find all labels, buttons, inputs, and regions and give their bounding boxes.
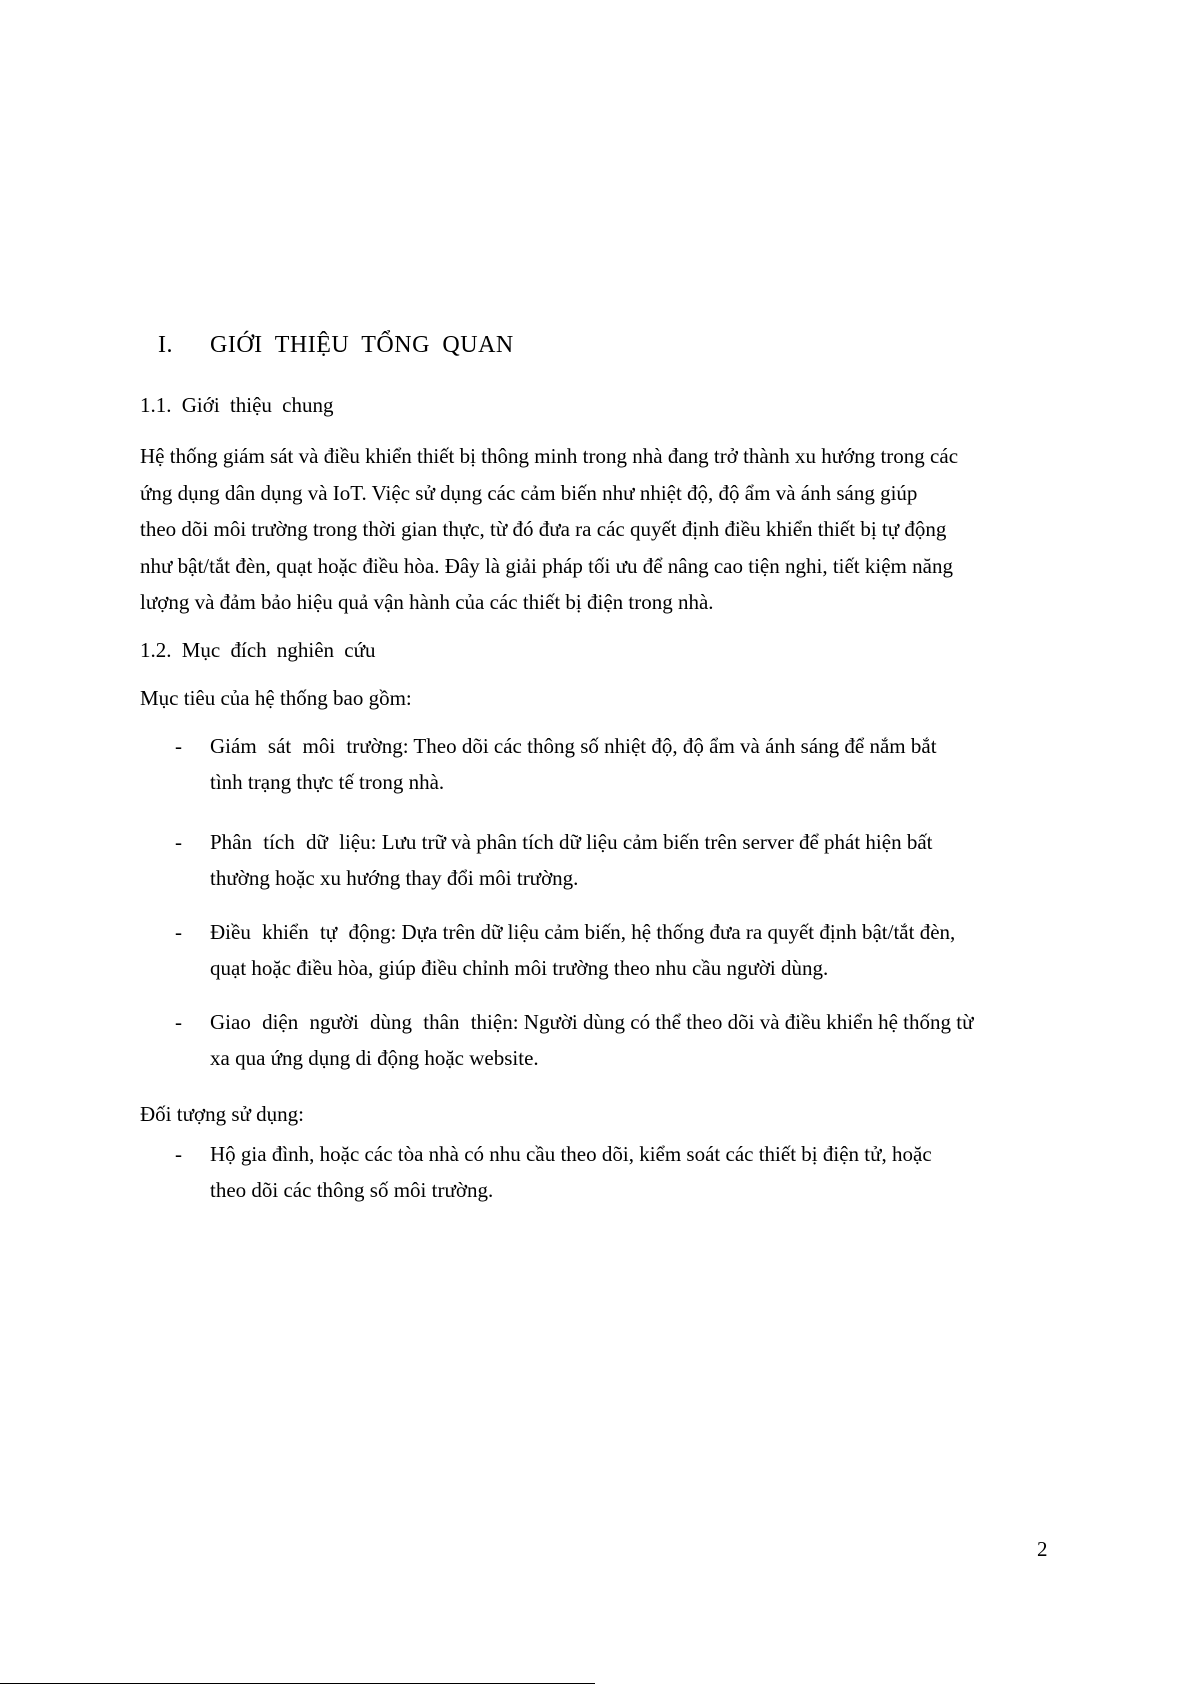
section-title: GIỚI THIỆU TỔNG QUAN bbox=[210, 332, 514, 358]
bullet-text: quạt hoặc điều hòa, giúp điều chỉnh môi trường theo nhu cầu người dùng. bbox=[210, 956, 829, 980]
bullet-dash: - bbox=[175, 920, 182, 944]
bullet-lead: Phân tích dữ liệu: bbox=[210, 830, 377, 854]
bullet-text: Dựa trên dữ liệu cảm biến, hệ thống đưa ra quyết định bật/tắt đèn, bbox=[396, 920, 956, 944]
subsection-heading-1-1 bbox=[140, 393, 334, 418]
bullet-text: tình trạng thực tế trong nhà. bbox=[210, 770, 445, 794]
bullet-dash: - bbox=[175, 1010, 182, 1034]
section-heading bbox=[158, 332, 514, 359]
section-number: I. bbox=[158, 332, 173, 358]
bullet-text: xa qua ứng dụng di động hoặc website. bbox=[210, 1046, 539, 1070]
bullet-text: thường hoặc xu hướng thay đổi môi trường. bbox=[210, 866, 579, 890]
bullet-text: theo dõi các thông số môi trường. bbox=[210, 1178, 494, 1202]
bullet-lead: Điều khiển tự động: bbox=[210, 920, 397, 944]
bullet-text: Lưu trữ và phân tích dữ liệu cảm biến trên server để phát hiện bất bbox=[376, 830, 933, 854]
footer-divider bbox=[0, 1683, 595, 1684]
subsection-title: Giới thiệu chung bbox=[181, 393, 334, 417]
bullet-lead: Giao diện người dùng thân thiện: bbox=[210, 1010, 519, 1034]
bullet-lead: Giám sát môi trường: bbox=[210, 734, 409, 758]
paragraph-line: như bật/tắt đèn, quạt hoặc điều hòa. Đây là giải pháp tối ưu để nâng cao tiện nghi, tiết kiệm năng bbox=[140, 553, 953, 578]
bullet-text: Người dùng có thể theo dõi và điều khiển hệ thống từ bbox=[518, 1010, 974, 1034]
page-number: 2 bbox=[1037, 1537, 1048, 1561]
subsection-number: 1.1. bbox=[140, 393, 172, 417]
subsection-heading-1-2 bbox=[140, 638, 376, 663]
bullet-text: Theo dõi các thông số nhiệt độ, độ ẩm và ánh sáng để nắm bắt bbox=[408, 734, 937, 758]
paragraph-line: Hệ thống giám sát và điều khiển thiết bị thông minh trong nhà đang trở thành xu hướng trong các bbox=[140, 444, 959, 468]
paragraph-line: theo dõi môi trường trong thời gian thực, từ đó đưa ra các quyết định điều khiển thiết bị tự động bbox=[140, 517, 947, 541]
goals-label: Mục tiêu của hệ thống bao gồm: bbox=[140, 686, 412, 710]
bullet-dash: - bbox=[175, 830, 182, 854]
paragraph-line: lượng và đảm bảo hiệu quả vận hành của các thiết bị điện trong nhà. bbox=[140, 590, 714, 614]
subsection-number: 1.2. bbox=[140, 638, 172, 662]
paragraph-line: ứng dụng dân dụng và IoT. Việc sử dụng các cảm biến như nhiệt độ, độ ẩm và ánh sáng giúp bbox=[140, 480, 918, 505]
intro-paragraph bbox=[140, 438, 1075, 621]
users-label: Đối tượng sử dụng: bbox=[140, 1102, 304, 1126]
bullet-text: Hộ gia đình, hoặc các tòa nhà có nhu cầu theo dõi, kiểm soát các thiết bị điện tử, hoặc bbox=[210, 1142, 932, 1166]
bullet-dash: - bbox=[175, 734, 182, 758]
subsection-title: Mục đích nghiên cứu bbox=[181, 638, 376, 662]
bullet-dash: - bbox=[175, 1142, 182, 1166]
